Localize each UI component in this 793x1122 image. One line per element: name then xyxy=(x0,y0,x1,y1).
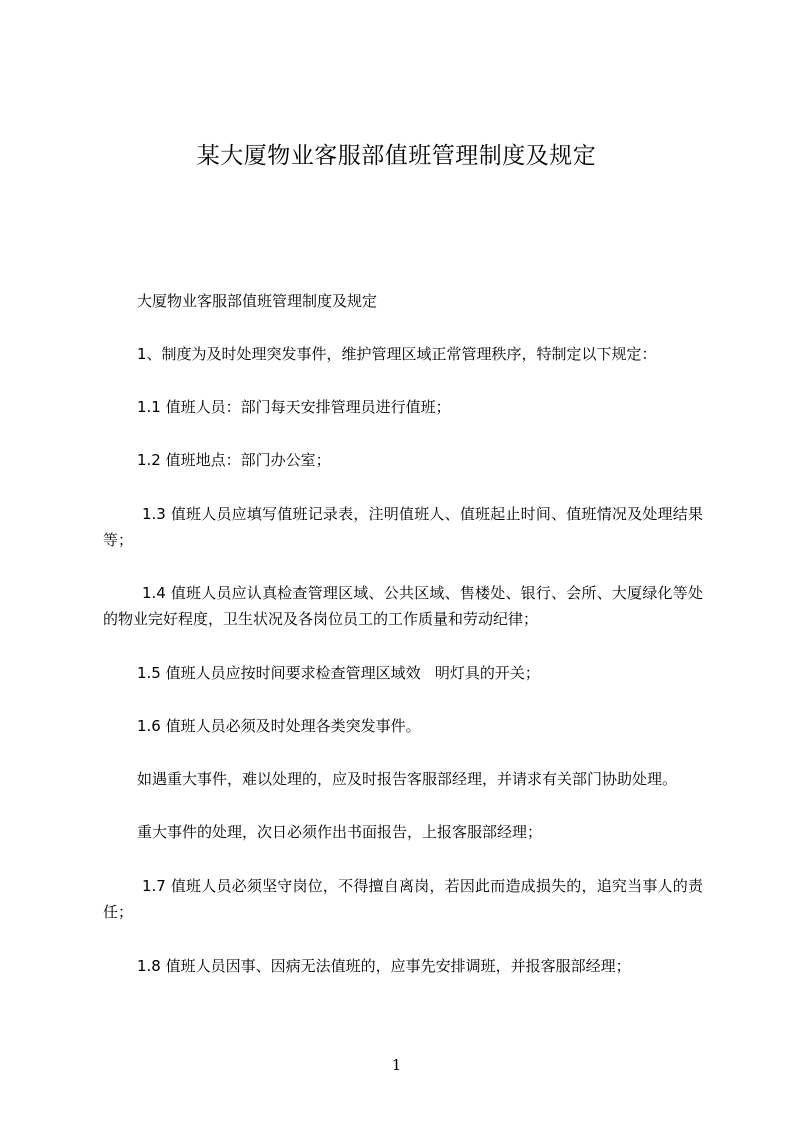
paragraph-major-event-report: 重大事件的处理，次日必须作出书面报告，上报客服部经理； xyxy=(137,823,543,841)
page-number: 1 xyxy=(391,1056,402,1074)
paragraph-1-7: 1.7 值班人员必须坚守岗位，不得擅自离岗，若因此而造成损失的，追究当事人的责任； xyxy=(103,877,703,921)
paragraph-1-1: 1.1 值班人员：部门每天安排管理员进行值班； xyxy=(137,398,451,416)
paragraph-1-6: 1.6 值班人员必须及时处理各类突发事件。 xyxy=(137,717,421,735)
document-title: 某大厦物业客服部值班管理制度及规定 xyxy=(196,143,597,169)
paragraph-1-4: 1.4 值班人员应认真检查管理区域、公共区域、售楼处、银行、会所、大厦绿化等处的物业完好程度，卫生状况及各岗位员工的工作质量和劳动纪律； xyxy=(103,584,703,628)
paragraph-1-2: 1.2 值班地点：部门办公室； xyxy=(137,451,331,469)
paragraph-1-5: 1.5 值班人员应按时间要求检查管理区域效 明灯具的开关； xyxy=(137,664,540,682)
paragraph-major-event: 如遇重大事件，难以处理的，应及时报告客服部经理，并请求有关部门协助处理。 xyxy=(137,770,678,788)
paragraph-1-8: 1.8 值班人员因事、因病无法值班的，应事先安排调班，并报客服部经理； xyxy=(137,957,631,975)
paragraph-1: 1、制度为及时处理突发事件，维护管理区域正常管理秩序，特制定以下规定： xyxy=(137,345,657,363)
paragraph-heading: 大厦物业客服部值班管理制度及规定 xyxy=(137,292,378,310)
paragraph-1-3: 1.3 值班人员应填写值班记录表，注明值班人、值班起止时间、值班情况及处理结果等； xyxy=(103,505,703,549)
